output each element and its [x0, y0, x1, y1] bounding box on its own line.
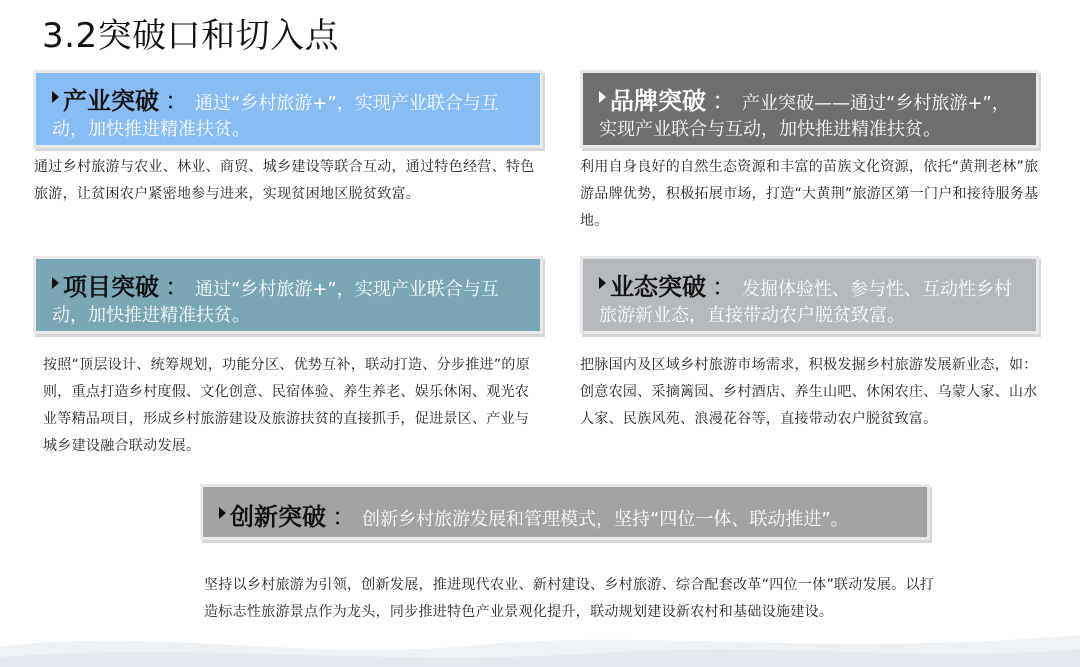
- section-summary: 产业突破——通过“乡村旅游+”，实现产业联合与互动，加快推进精准扶贫。: [599, 93, 1010, 140]
- business-format-breakthrough-body: 把脉国内及区域乡村旅游市场需求，积极发掘乡村旅游发展新业态，如：创意农园、采摘篱园、乡村酒店、养生山吧、休闲农庄、乌蒙人家、山水人家、民族风苑、浪漫花谷等，直接带动农户脱贫致富。: [580, 357, 1038, 427]
- section-heading: [599, 273, 706, 301]
- separator: ：: [712, 273, 736, 301]
- section-heading-text: 品牌突破: [610, 87, 706, 115]
- section-heading-text: 业态突破: [610, 273, 706, 301]
- industry-breakthrough-box: [33, 70, 543, 148]
- business-format-breakthrough-box: [580, 256, 1039, 334]
- brand-breakthrough-box: [580, 70, 1039, 148]
- section-heading-text: 创新突破: [230, 503, 326, 531]
- triangle-bullet-icon: [599, 277, 606, 289]
- section-heading-text: 项目突破: [63, 273, 159, 301]
- page-title: 3.2突破口和切入点: [42, 16, 340, 56]
- triangle-bullet-icon: [52, 91, 59, 103]
- section-summary: 创新乡村旅游发展和管理模式，坚持“四位一体、联动推进”。: [362, 509, 849, 530]
- brand-breakthrough-body: 利用自身良好的自然生态资源和丰富的苗族文化资源，依托“黄荆老林”旅游品牌优势，积极拓展市场，打造“大黄荆”旅游区第一门户和接待服务基地。: [580, 159, 1039, 229]
- section-heading: [219, 503, 326, 531]
- project-breakthrough-body: 按照“顶层设计、统筹规划，功能分区、优势互补，联动打造、分步推进”的原则，重点打造乡村度假、文化创意、民宿体验、养生养老、娱乐休闲、观光农业等精品项目，形成乡村旅游建设及旅游扶贫的直接抓手，促进景区、产业与城乡建设融合联动发展。: [43, 357, 531, 454]
- separator: ：: [165, 273, 189, 301]
- industry-breakthrough-body: 通过乡村旅游与农业、林业、商贸、城乡建设等联合互动，通过特色经营、特色旅游，让贫困农户紧密地参与进来，实现贫困地区脱贫致富。: [34, 159, 535, 202]
- innovation-breakthrough-body: 坚持以乡村旅游为引领，创新发展，推进现代农业、新村建设、乡村旅游、综合配套改革“四位一体”联动发展。以打造标志性旅游景点作为龙头，同步推进特色产业景观化提升，联动规划建设新农村和基础设施建设。: [204, 577, 935, 620]
- separator: ：: [712, 87, 736, 115]
- section-summary: 通过“乡村旅游+”，实现产业联合与互动，加快推进精准扶贫。: [52, 93, 499, 140]
- project-breakthrough-box: [33, 256, 543, 334]
- section-heading: [52, 273, 159, 301]
- triangle-bullet-icon: [52, 277, 59, 289]
- triangle-bullet-icon: [599, 91, 606, 103]
- separator: ：: [332, 503, 356, 531]
- innovation-breakthrough-box: [200, 484, 930, 540]
- section-heading-text: 产业突破: [63, 87, 159, 115]
- section-heading: [599, 87, 706, 115]
- separator: ：: [165, 87, 189, 115]
- section-summary: 发掘体验性、参与性、互动性乡村旅游新业态，直接带动农户脱贫致富。: [599, 279, 1012, 326]
- section-summary: 通过“乡村旅游+”，实现产业联合与互动，加快推进精准扶贫。: [52, 279, 499, 326]
- section-heading: [52, 87, 159, 115]
- triangle-bullet-icon: [219, 507, 226, 519]
